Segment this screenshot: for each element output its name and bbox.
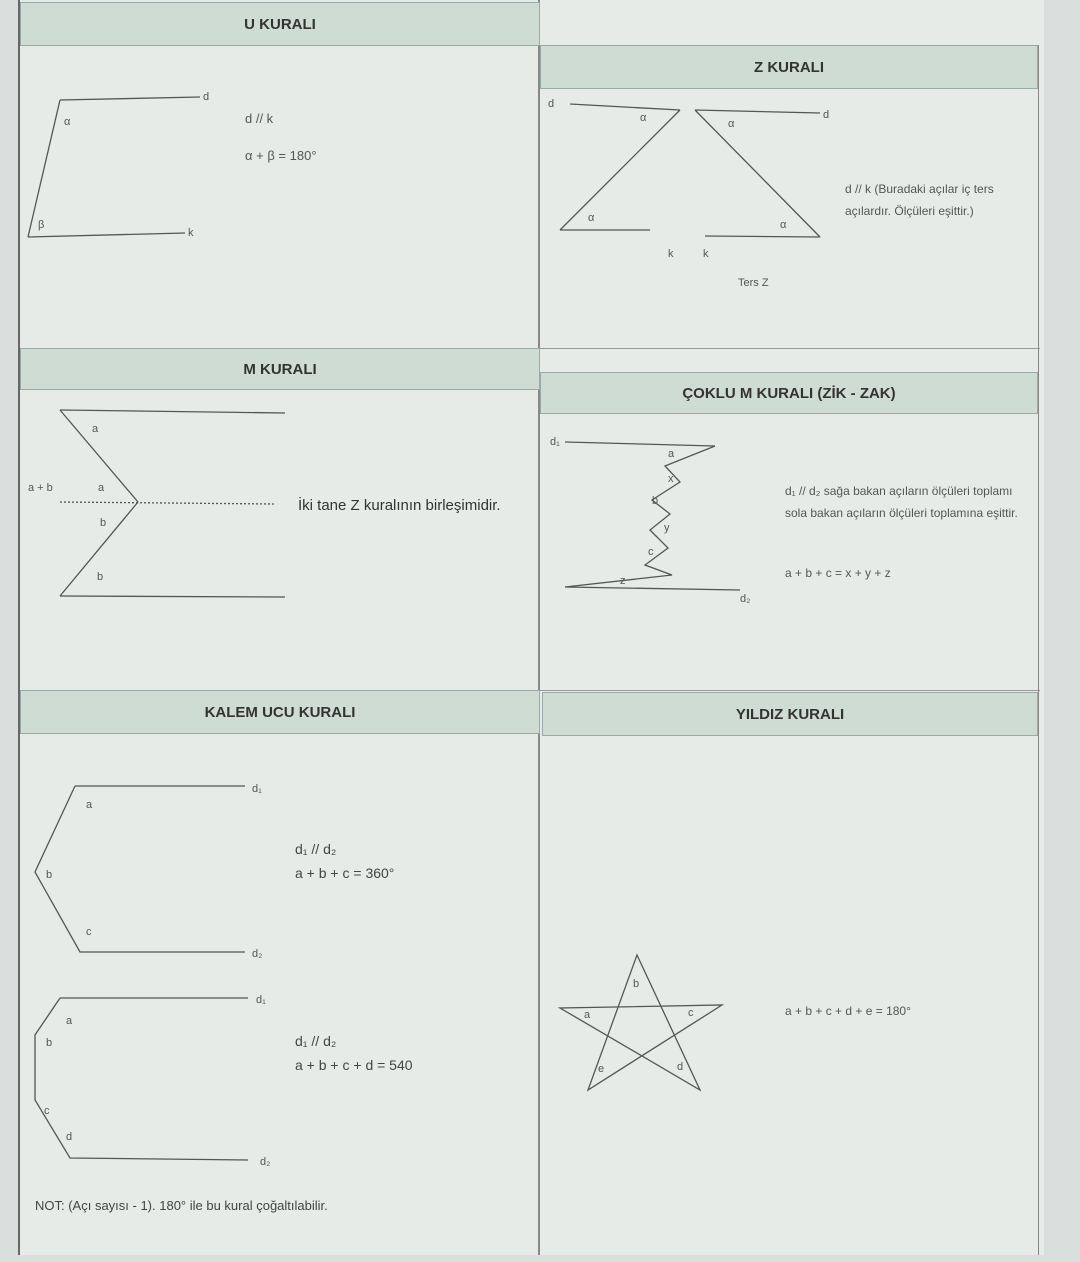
svg-text:k: k: [703, 248, 709, 260]
svg-text:d: d: [203, 91, 210, 103]
svg-text:e: e: [598, 1063, 605, 1075]
svg-text:c: c: [688, 1007, 694, 1019]
svg-text:d: d: [548, 98, 555, 110]
svg-text:a: a: [86, 799, 93, 811]
pen-tip-rule-header: KALEM UCU KURALI: [20, 690, 540, 734]
svg-text:b: b: [46, 869, 53, 881]
svg-text:a: a: [584, 1009, 591, 1021]
u-parallel: d // k: [245, 111, 274, 126]
svg-text:α: α: [728, 118, 735, 130]
svg-text:a: a: [92, 423, 99, 435]
u-rule-header: U KURALI: [20, 2, 540, 46]
star-formula: a + b + c + d + e = 180°: [785, 1004, 911, 1018]
star-rule-header: YILDIZ KURALI: [542, 692, 1038, 736]
svg-text:α: α: [640, 112, 647, 124]
svg-text:a + b: a + b: [28, 482, 53, 494]
svg-text:d₁: d₁: [550, 436, 560, 448]
svg-text:b: b: [100, 517, 107, 529]
svg-text:a: a: [668, 448, 675, 460]
svg-text:a: a: [98, 482, 105, 494]
u-formula: α + β = 180°: [245, 148, 317, 163]
multi-m-description: d₁ // d₂ sağa bakan açıların ölçüleri toplamı sola bakan açıların ölçüleri toplamına eşittir.: [785, 484, 1018, 520]
pen-tip-parallel-2: d₁ // d₂: [295, 1033, 337, 1049]
svg-text:c: c: [86, 926, 92, 938]
svg-text:d₂: d₂: [260, 1156, 271, 1168]
pen-tip-formula-2: a + b + c + d = 540: [295, 1057, 413, 1073]
svg-text:y: y: [664, 522, 670, 534]
svg-text:k: k: [188, 227, 194, 239]
svg-text:z: z: [620, 575, 626, 587]
multi-m-rule-header: ÇOKLU M KURALI (ZİK - ZAK): [540, 372, 1038, 414]
svg-text:k: k: [668, 248, 674, 260]
svg-text:b: b: [46, 1037, 53, 1049]
svg-text:d: d: [823, 109, 830, 121]
svg-text:d₂: d₂: [252, 948, 263, 960]
svg-text:c: c: [44, 1105, 50, 1117]
svg-text:c: c: [648, 546, 654, 558]
multi-m-formula: a + b + c = x + y + z: [785, 566, 891, 580]
z-description: d // k (Buradaki açılar iç ters açılardır. Ölçüleri eşittir.): [845, 182, 994, 218]
svg-text:d: d: [66, 1131, 73, 1143]
svg-text:b: b: [633, 978, 640, 990]
svg-text:d: d: [677, 1061, 684, 1073]
svg-text:x: x: [668, 473, 674, 485]
svg-text:b: b: [652, 495, 659, 507]
m-rule-header: M KURALI: [20, 348, 540, 390]
svg-text:α: α: [780, 219, 787, 231]
pen-tip-parallel-1: d₁ // d₂: [295, 841, 337, 857]
svg-text:Ters Z: Ters Z: [738, 277, 769, 289]
svg-text:d₂: d₂: [740, 593, 751, 605]
pen-tip-formula-1: a + b + c = 360°: [295, 865, 395, 881]
note: NOT: (Açı sayısı - 1). 180° ile bu kural çoğaltılabilir.: [35, 1198, 328, 1213]
z-rule-header: Z KURALI: [540, 45, 1038, 89]
svg-text:b: b: [97, 571, 104, 583]
svg-text:d₁: d₁: [256, 994, 266, 1006]
m-description: İki tane Z kuralının birleşimidir.: [298, 497, 501, 514]
svg-text:a: a: [66, 1015, 73, 1027]
svg-text:β: β: [38, 219, 45, 231]
svg-text:α: α: [588, 212, 595, 224]
svg-text:α: α: [64, 116, 71, 128]
svg-text:d₁: d₁: [252, 783, 262, 795]
